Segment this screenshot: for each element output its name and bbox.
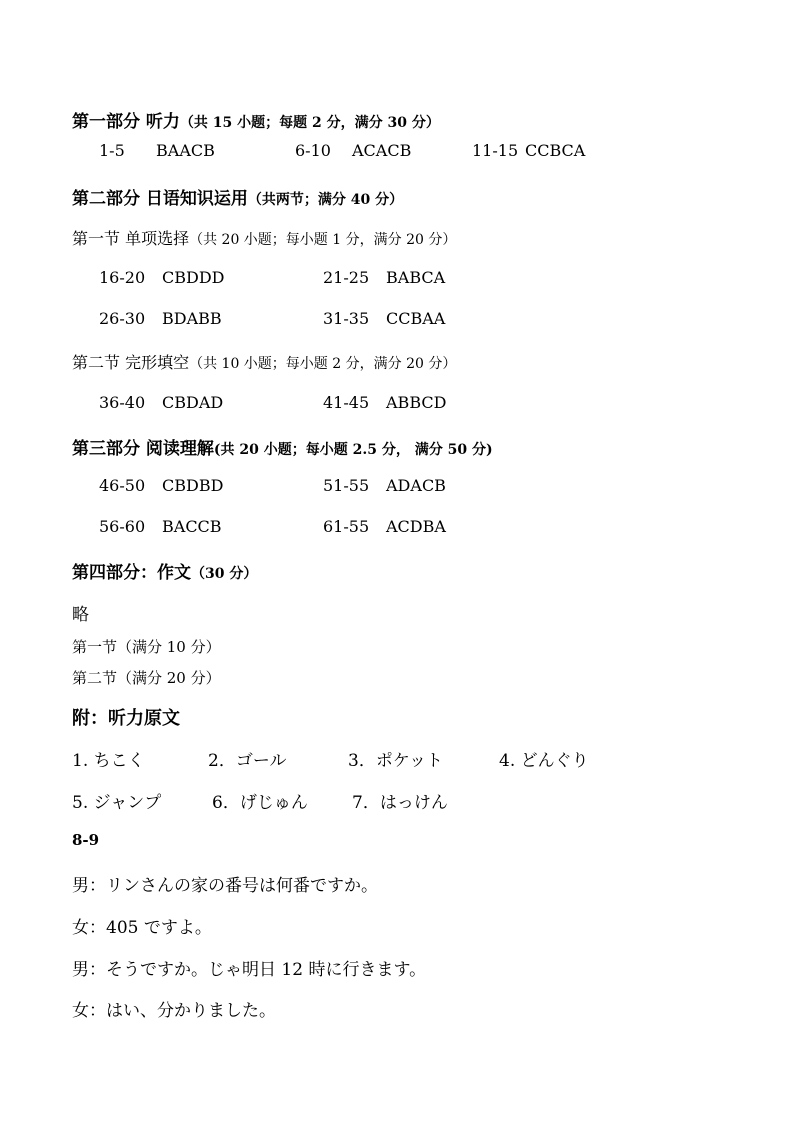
part4-heading <box>72 558 257 583</box>
answer-letters: CBDAD <box>162 393 224 412</box>
part2-sec1-title: 第一节 单项选择 <box>72 229 190 248</box>
answer-letters: BAACB <box>156 141 215 160</box>
answer-range: 6-10 <box>295 141 331 160</box>
answer-letters: CCBAA <box>386 309 446 328</box>
answer-letters: ABBCD <box>386 393 447 412</box>
answer-range: 11-15 <box>472 141 519 160</box>
answer-range: 31-35 <box>323 309 370 328</box>
answer-range: 26-30 <box>99 309 146 328</box>
dialog-line: 男：そうですか。じゃ明日 12 時に行きます。 <box>72 960 427 980</box>
answer-range: 51-55 <box>323 476 370 495</box>
part1-title: 第一部分 听力 <box>72 112 180 132</box>
answer-letters: BABCA <box>386 268 446 287</box>
answer-letters: CBDBD <box>162 476 224 495</box>
part2-sec1-note: （共 20 小题；每小题 1 分，满分 20 分） <box>189 232 457 248</box>
listening-word: 5. ジャンプ <box>72 793 162 813</box>
answer-range: 1-5 <box>99 141 125 160</box>
dialog-line: 男：リンさんの家の番号は何番ですか。 <box>72 876 378 896</box>
appendix-title: 附：听力原文 <box>72 708 180 729</box>
answer-range: 46-50 <box>99 476 146 495</box>
part4-title: 第四部分：作文 <box>72 563 191 583</box>
part2-heading <box>72 184 403 209</box>
part3-note: (共 20 小题；每小题 2.5 分， 满分 50 分) <box>213 442 493 458</box>
dialog-line: 女：はい、分かりました。 <box>72 1001 276 1021</box>
part4-sec1: 第一节（满分 10 分） <box>72 638 221 656</box>
dialog-label: 8-9 <box>72 831 100 849</box>
answer-letters: ADACB <box>386 476 446 495</box>
part1-note: （共 15 小题；每题 2 分，满分 30 分） <box>179 115 440 131</box>
part3-heading <box>72 434 493 459</box>
answer-letters: BACCB <box>162 517 222 536</box>
listening-word: 2．ゴール <box>208 751 287 771</box>
listening-word: 3．ポケット <box>348 751 443 771</box>
answer-letters: BDABB <box>162 309 222 328</box>
answer-letters: CBDDD <box>162 268 225 287</box>
part4-sec2: 第二节（满分 20 分） <box>72 669 221 687</box>
dialog-line: 女：405 ですよ。 <box>72 918 212 938</box>
listening-word: 1. ちこく <box>72 751 145 771</box>
part3-title: 第三部分 阅读理解 <box>72 439 214 459</box>
part2-sec2-heading <box>72 350 456 373</box>
answer-range: 61-55 <box>323 517 370 536</box>
listening-word: 4. どんぐり <box>499 751 589 771</box>
answer-letters: ACACB <box>352 141 412 160</box>
answer-letters: CCBCA <box>525 141 586 160</box>
listening-word: 6．げじゅん <box>212 793 308 813</box>
answer-letters: ACDBA <box>386 517 446 536</box>
part4-note: （30 分） <box>191 566 258 582</box>
part2-sec2-title: 第二节 完形填空 <box>72 353 190 372</box>
answer-range: 41-45 <box>323 393 370 412</box>
part2-note: （共两节；满分 40 分） <box>247 192 404 208</box>
part1-heading <box>72 107 440 132</box>
answer-range: 56-60 <box>99 517 146 536</box>
answer-range: 16-20 <box>99 268 146 287</box>
part4-omitted: 略 <box>72 605 89 625</box>
answer-range: 36-40 <box>99 393 146 412</box>
part2-sec2-note: （共 10 小题；每小题 2 分，满分 20 分） <box>189 356 457 372</box>
listening-word: 7．はっけん <box>352 793 448 813</box>
part2-sec1-heading <box>72 226 456 249</box>
part2-title: 第二部分 日语知识运用 <box>72 189 248 209</box>
answer-range: 21-25 <box>323 268 370 287</box>
